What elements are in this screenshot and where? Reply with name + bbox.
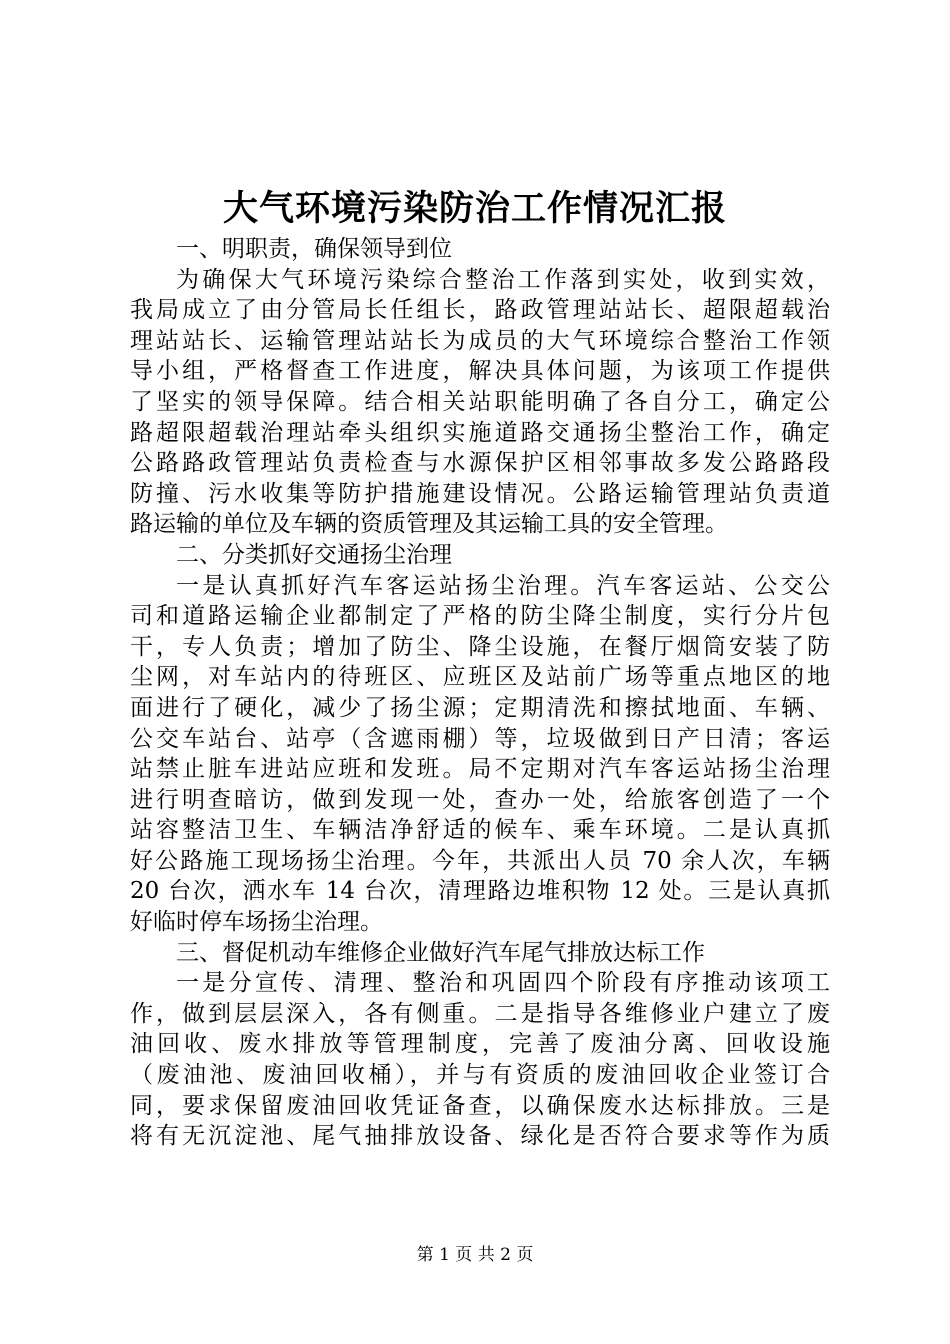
text-line: 油回收、废水排放等管理制度，完善了废油分离、回收设施: [130, 1031, 830, 1058]
text-line: 尘网，对车站内的待班区、应班区及站前广场等重点地区的地: [130, 664, 830, 691]
text-line: 公路路政管理站负责检查与水源保护区相邻事故多发公路路段: [130, 450, 830, 477]
text-line: 理站站长、运输管理站站长为成员的大气环境综合整治工作领: [130, 327, 830, 354]
text-line: 我局成立了由分管局长任组长，路政管理站站长、超限超载治: [130, 297, 830, 324]
text-line: 面进行了硬化，减少了扬尘源；定期清洗和擦拭地面、车辆、: [130, 694, 830, 721]
text-line: 路运输的单位及车辆的资质管理及其运输工具的安全管理。: [130, 511, 728, 538]
text-line: 干，专人负责；增加了防尘、降尘设施，在餐厅烟筒安装了防: [130, 633, 830, 660]
text-line: 好公路施工现场扬尘治理。今年，共派出人员 70 余人次，车辆: [130, 847, 830, 874]
text-line: 一是认真抓好汽车客运站扬尘治理。汽车客运站、公交公: [176, 572, 830, 599]
text-line: 司和道路运输企业都制定了严格的防尘降尘制度，实行分片包: [130, 603, 830, 630]
text-line: 防撞、污水收集等防护措施建设情况。公路运输管理站负责道: [130, 480, 830, 507]
text-line: 20 台次，洒水车 14 台次，清理路边堆积物 12 处。三是认真抓: [130, 878, 830, 905]
text-line: 公交车站台、站亭（含遮雨棚）等，垃圾做到日产日清；客运: [130, 725, 830, 752]
text-line: 二、分类抓好交通扬尘治理: [176, 541, 452, 568]
text-line: 作，做到层层深入，各有侧重。二是指导各维修业户建立了废: [130, 1000, 830, 1027]
page-title: 大气环境污染防治工作情况汇报: [222, 188, 727, 229]
document-body: [130, 234, 830, 1152]
text-line: 站容整洁卫生、车辆洁净舒适的候车、乘车环境。二是认真抓: [130, 817, 830, 844]
text-line: 好临时停车场扬尘治理。: [130, 909, 383, 936]
text-line: 三、督促机动车维修企业做好汽车尾气排放达标工作: [176, 939, 705, 966]
text-line: 了坚实的领导保障。结合相关站职能明确了各自分工，确定公: [130, 388, 830, 415]
text-line: 一、明职责，确保领导到位: [176, 236, 452, 262]
text-line: 站禁止脏车进站应班和发班。局不定期对汽车客运站扬尘治理: [130, 756, 830, 783]
text-line: 将有无沉淀池、尾气抽排放设备、绿化是否符合要求等作为质: [130, 1123, 830, 1150]
text-line: 路超限超载治理站牵头组织实施道路交通扬尘整治工作，确定: [130, 419, 830, 446]
text-line: 同，要求保留废油回收凭证备查，以确保废水达标排放。三是: [130, 1092, 830, 1119]
text-line: 导小组，严格督查工作进度，解决具体问题，为该项工作提供: [130, 358, 830, 385]
page-number: 第 1 页 共 2 页: [416, 1245, 534, 1265]
text-line: （废油池、废油回收桶），并与有资质的废油回收企业签订合: [130, 1062, 830, 1089]
text-line: 一是分宣传、清理、整治和巩固四个阶段有序推动该项工: [176, 970, 830, 997]
text-line: 进行明查暗访，做到发现一处，查办一处，给旅客创造了一个: [130, 786, 830, 813]
text-line: 为确保大气环境污染综合整治工作落到实处，收到实效，: [176, 266, 830, 293]
